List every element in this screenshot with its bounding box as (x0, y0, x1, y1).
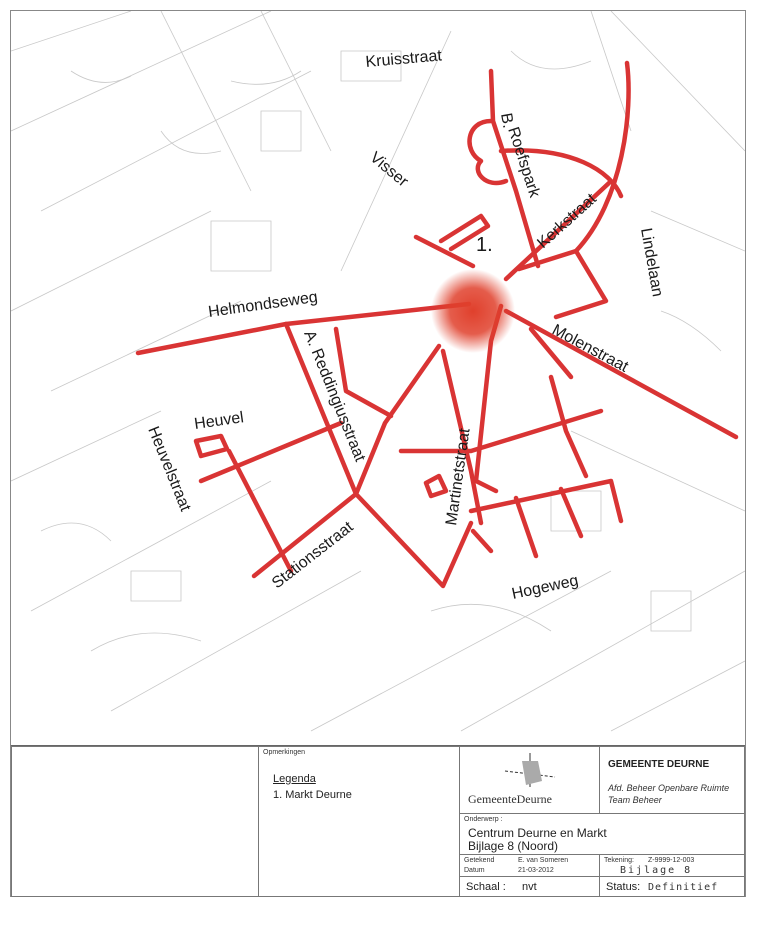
gemeente-deurne-logo (500, 751, 560, 789)
empty-block (11, 746, 259, 897)
street-label-helmondseweg: Helmondseweg (207, 288, 319, 321)
status-label: Status: (606, 881, 641, 893)
street-label-molenstraat: Molenstraat (549, 321, 631, 376)
subject-line2: Bijlage 8 (Noord) (468, 839, 559, 853)
subject-block (459, 813, 745, 855)
subject-line1: Centrum Deurne en Markt (468, 826, 607, 840)
street-label-stationsstraat: Stationsstraat (268, 518, 357, 593)
street-label-heuvelstraat: Heuvelstraat (144, 424, 194, 514)
scale-label: Schaal : (466, 881, 506, 893)
drawing-number-block (599, 854, 745, 877)
logo-block (459, 746, 600, 814)
title-block (11, 745, 745, 897)
scale-block (459, 876, 600, 897)
street-label-roefspark: Roefspark (504, 124, 543, 200)
street-label-kruisstraat: Kruisstraat (364, 47, 443, 71)
legend-item: 1. Markt Deurne (273, 789, 352, 801)
logo-text: GemeenteDeurne (468, 792, 552, 806)
market-marker-label: 1. (476, 234, 493, 256)
subject-label: Onderwerp : (464, 816, 503, 823)
market-marker[interactable] (431, 269, 515, 353)
street-label-kerkstraat: Kerkstraat (534, 190, 600, 252)
street-label-hogeweg: Hogeweg (510, 572, 580, 603)
cadastral-background (11, 11, 745, 731)
date-label: Datum (464, 867, 485, 874)
remarks-block (258, 746, 460, 897)
street-label-martinetstraat: Martinetstraat (443, 427, 474, 527)
drawing-number-label: Tekening: (604, 857, 634, 864)
scale-value: nvt (522, 881, 537, 893)
appendix-label: Bijlage 8 (620, 865, 693, 876)
status-block (599, 876, 745, 897)
organisation-department: Afd. Beheer Openbare Ruimte (608, 783, 730, 793)
drawn-by-label: Getekend (464, 857, 495, 864)
date-value: 21-03-2012 (518, 867, 554, 874)
drawn-by-block (459, 854, 600, 877)
street-label-a-reddingiusstraat: A. Reddingiusstraat (300, 328, 369, 464)
street-label-b: B. (497, 111, 517, 130)
street-label-heuvel: Heuvel (193, 409, 245, 433)
map[interactable] (11, 11, 745, 743)
organisation-team: Team Beheer (608, 795, 662, 805)
drawing-number-value: Z-9999-12-003 (648, 857, 695, 864)
street-label-lindelaan: Lindelaan (637, 226, 666, 299)
organisation-name: GEMEENTE DEURNE (608, 759, 710, 770)
drawn-by-value: E. van Someren (518, 857, 569, 864)
organisation-block (599, 746, 745, 814)
legend-label: Legenda (273, 773, 316, 785)
remarks-label: Opmerkingen (263, 749, 306, 756)
street-label-visser: Visser (366, 149, 412, 191)
status-value: Definitief (648, 882, 719, 893)
